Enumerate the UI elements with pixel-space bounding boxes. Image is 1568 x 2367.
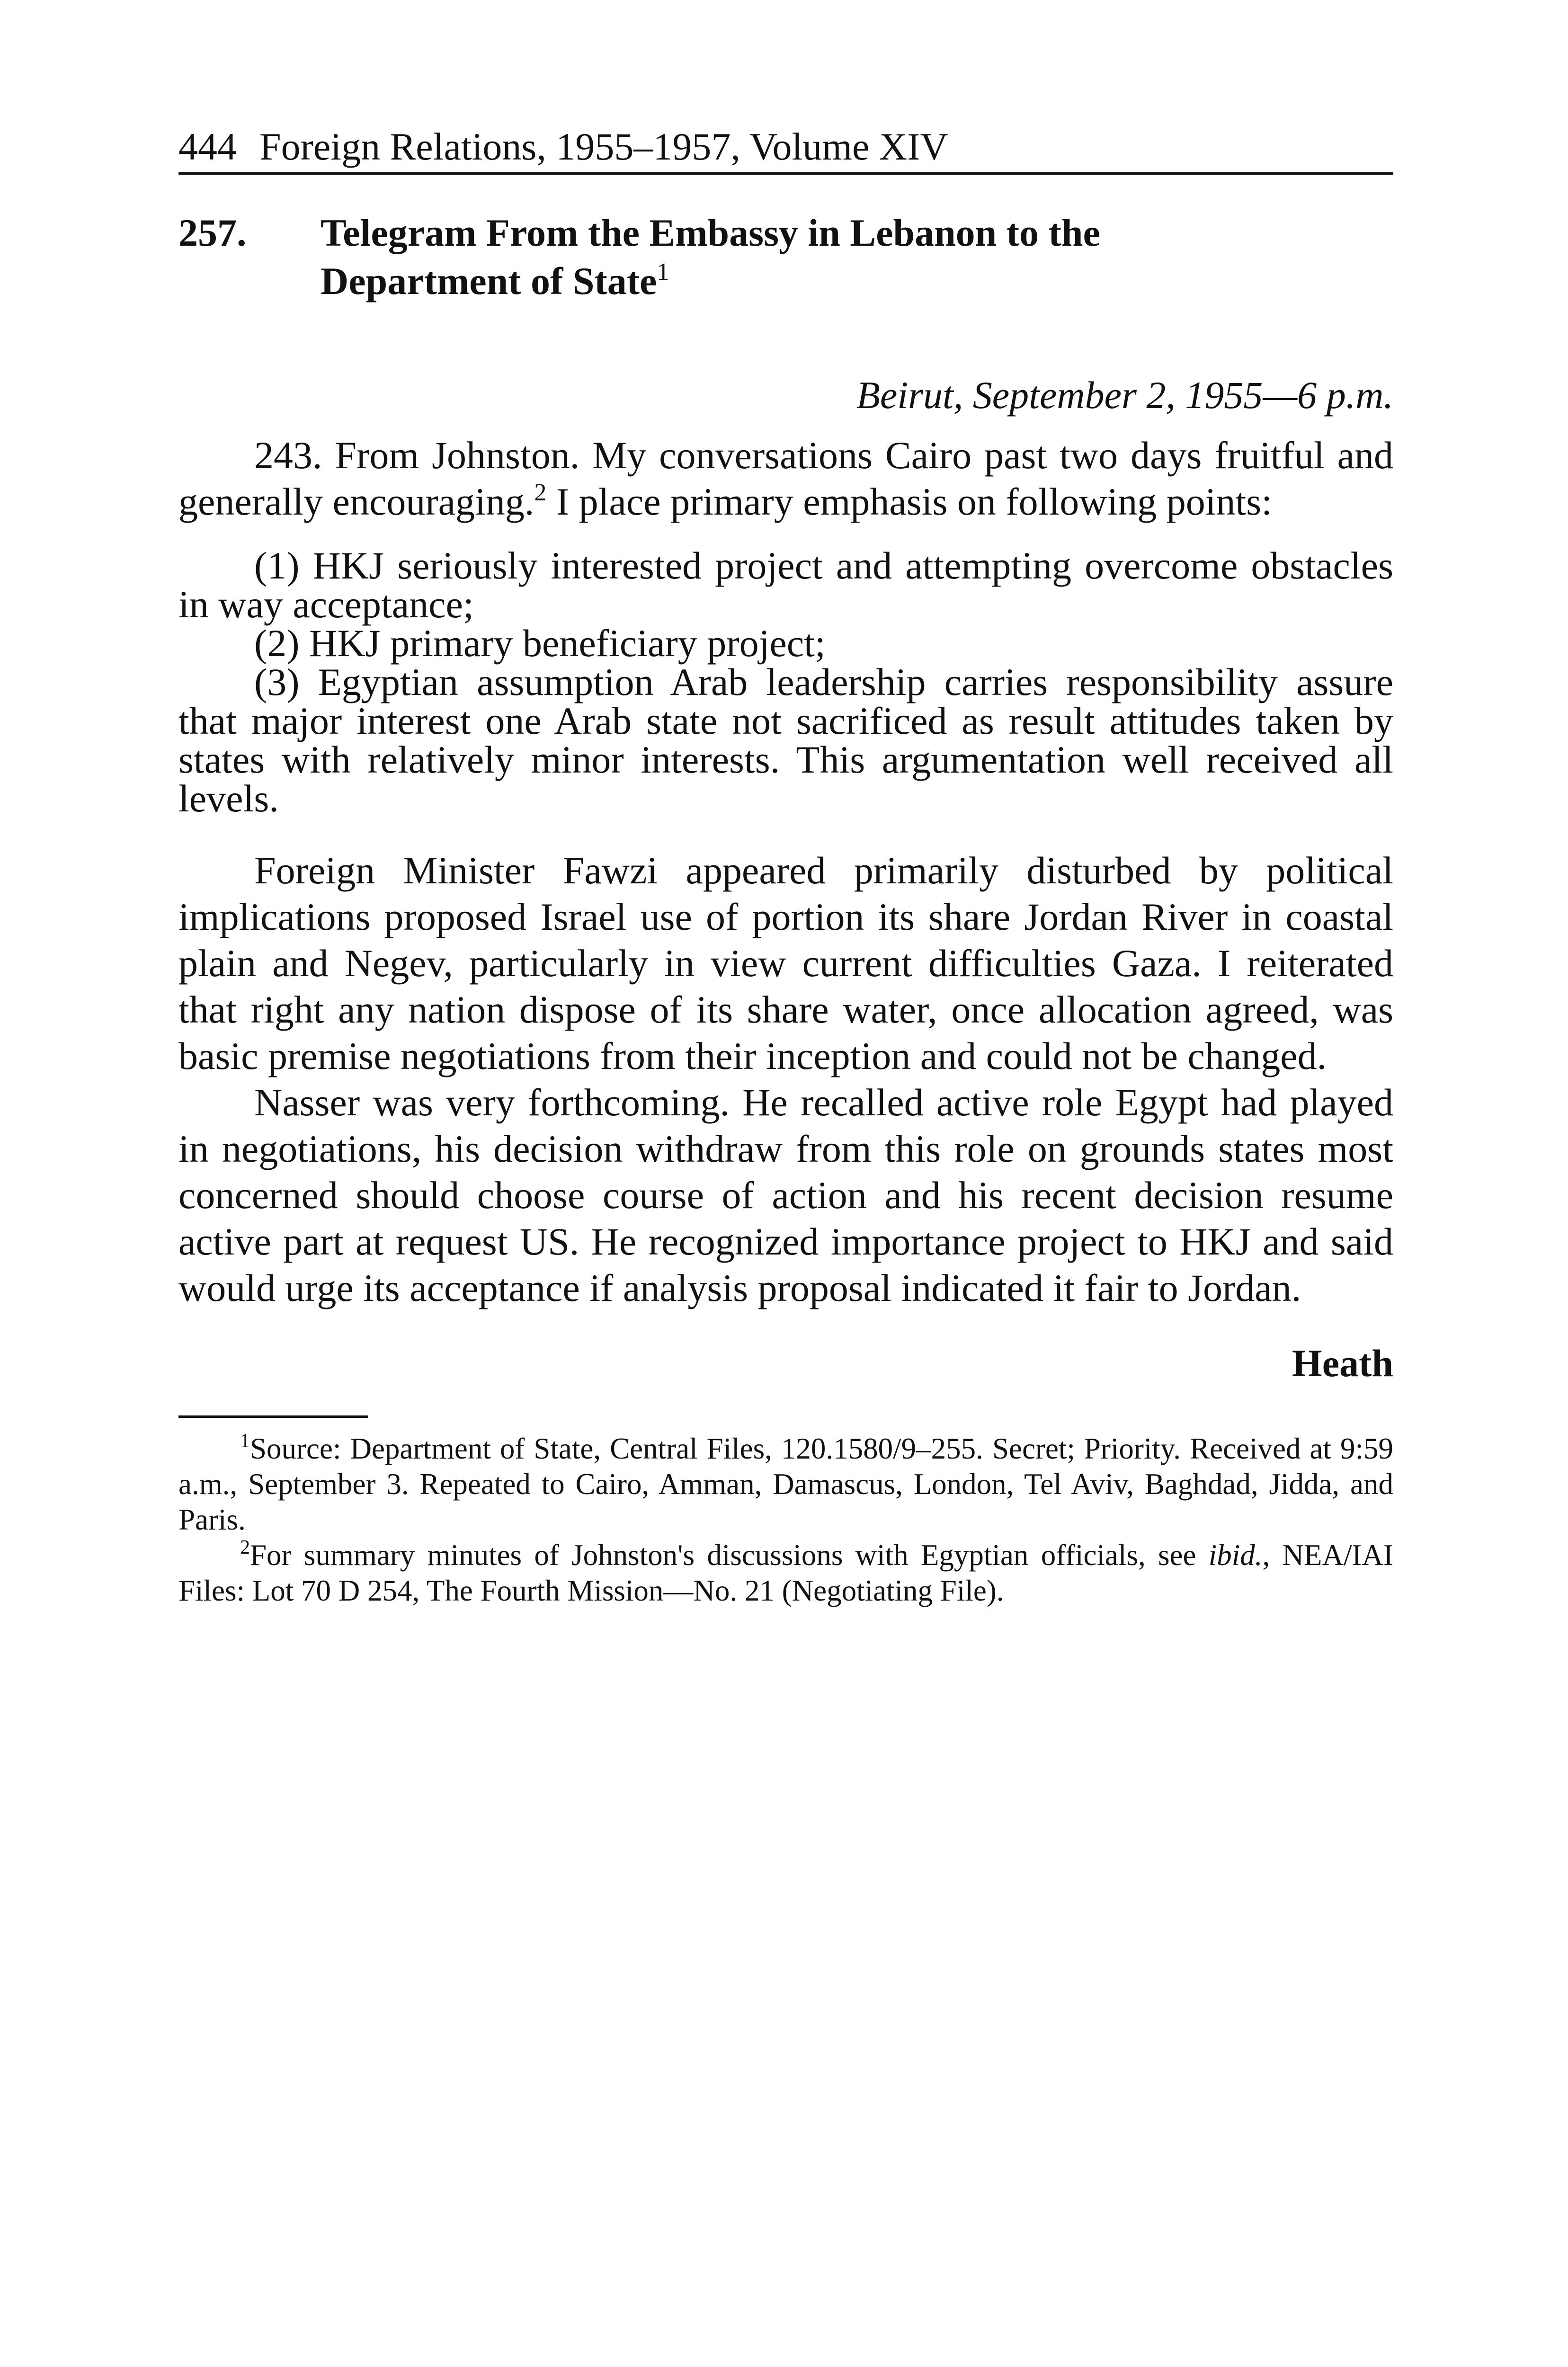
- point-1: (1) HKJ seriously interested project and attempting overcome obstacles in way acceptance;: [178, 544, 1393, 626]
- nasser-paragraph: Nasser was very forthcoming. He recalled active role Egypt had played in negotiations, his decision withdraw from this role on grounds states most concerned should choose course of action and his recent decision resume active part at request US. He recognized importance project to HKJ and said would urge its acceptance if analysis proposal indicated it fair to Jordan.: [178, 1081, 1393, 1309]
- page-number: 444: [178, 125, 237, 168]
- document-heading: [178, 209, 1393, 305]
- document-page: [178, 123, 1393, 1609]
- footnote-2: [178, 1538, 1393, 1609]
- point-2: (2) HKJ primary beneficiary project;: [254, 622, 826, 665]
- points-list: [178, 546, 1393, 818]
- point-3: (3) Egyptian assumption Arab leadership carries responsibility assure that major interest one Arab state not sacrificed as result attitudes taken by states with relatively minor interests. This argumentation well received all levels.: [178, 660, 1393, 820]
- footnote-2-ibid: ibid.: [1208, 1539, 1263, 1572]
- opening-text-cont: I place primary emphasis on following points:: [546, 480, 1272, 523]
- volume-title: Foreign Relations, 1955–1957, Volume XIV: [259, 125, 948, 168]
- footnote-1-marker: 1: [240, 1430, 250, 1452]
- opening-text: 243. From Johnston. My conversations Cairo past two days fruitful and generally encouraging.: [178, 434, 1393, 523]
- footnote-2-text-cont: , NEA/IAI Files: Lot 70 D 254, The Fourth Mission—No. 21 (Negotiating File).: [178, 1539, 1393, 1607]
- telegram-body: [178, 432, 1393, 525]
- document-title: [321, 209, 1244, 305]
- dateline: Beirut, September 2, 1955—6 p.m.: [856, 374, 1393, 417]
- footnote-1-text: Source: Department of State, Central Files, 120.1580/9–255. Secret; Priority. Received at 9:59 a.m., September 3. Repeated to Cairo, Amman, Damascus, London, Tel Aviv, Baghdad, Jidda, and Paris.: [178, 1432, 1393, 1536]
- footnotes: [178, 1431, 1393, 1609]
- signature: Heath: [1292, 1342, 1393, 1385]
- opening-paragraph: [178, 432, 1393, 525]
- telegram-body-cont: [178, 847, 1393, 1311]
- footnote-ref-2: 2: [534, 479, 547, 506]
- fawzi-paragraph: Foreign Minister Fawzi appeared primarily disturbed by political implications proposed Israel use of portion its share Jordan River in coastal plain and Negev, particularly in view current difficulties Gaza. I reiterated that right any nation dispose of its share water, once allocation agreed, was basic premise negotiations from their inception and could not be changed.: [178, 849, 1393, 1077]
- document-number: 257.: [178, 211, 247, 254]
- running-head: [178, 123, 1393, 175]
- footnote-divider: [178, 1415, 368, 1418]
- footnote-ref-1: 1: [657, 258, 669, 285]
- footnote-1: [178, 1431, 1393, 1538]
- footnote-2-marker: 2: [240, 1537, 250, 1558]
- footnote-2-text: For summary minutes of Johnston's discussions with Egyptian officials, see: [250, 1539, 1209, 1572]
- document-title-text: Telegram From the Embassy in Lebanon to the Department of State: [321, 211, 1100, 303]
